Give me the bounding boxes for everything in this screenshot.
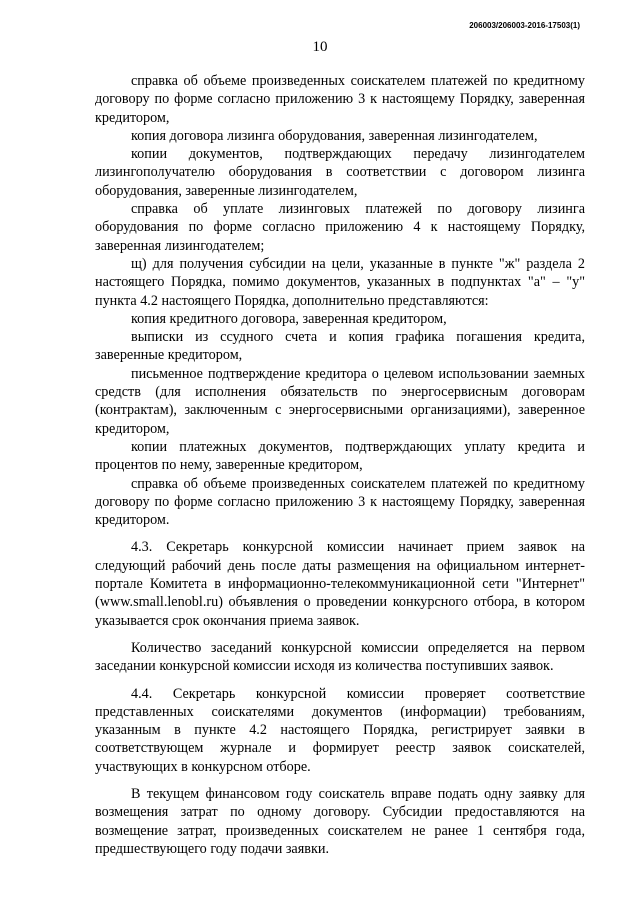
page-number: 10 [312, 39, 328, 55]
document-id: 206003/206003-2016-17503(1) [469, 21, 580, 30]
paragraph-commission-meetings: Количество заседаний конкурсной комиссии определяется на первом заседании конкурсной комиссии исходя из количества поступивших заявок. [95, 639, 585, 675]
paragraph-clause-4-3: 4.3. Секретарь конкурсной комиссии начинает прием заявок на следующий рабочий день после даты размещения на официальном интернет-портале Комитета в информационно-телекоммуникационной сети "Интернет" (www.small.lenobl.ru) объявления о проведении конкурсного отбора, в котором указывается срок окончания приема заявок. [95, 539, 585, 629]
paragraph-creditor-confirmation: письменное подтверждение кредитора о целевом использовании заемных средств (для исполнения обязательств по энергосервисным договорам (контрактам), заключенным с энергосервисными организациями), заверенное кредитором, [95, 365, 585, 437]
paragraph-equipment-transfer-documents: копии документов, подтверждающих передачу лизингодателем лизингополучателю оборудования в соответствии с договором лизинга оборудования, заверенные лизингодателем, [95, 146, 585, 199]
paragraph-clause-4-4: 4.4. Секретарь конкурсной комиссии проверяет соответствие представленных соискателями документов (информации) требованиям, указанным в пункте 4.2 настоящего Порядка, регистрирует заявки в соответствующем журнале и формирует реестр заявок соискателей, участвующих в конкурсном отборе. [95, 685, 585, 775]
paragraph-loan-account-statements: выписки из ссудного счета и копия графика погашения кредита, заверенные кредитором, [95, 329, 585, 364]
paragraph-leasing-contract-copy: копия договора лизинга оборудования, заверенная лизингодателем, [131, 127, 538, 144]
paragraph-one-application-rule: В текущем финансовом году соискатель вправе подать одну заявку для возмещения затрат по одному договору. Субсидии предоставляются на возмещение затрат, произведенных соискателем не ранее 1 сентября года, предшествующего году подачи заявки. [95, 785, 585, 857]
paragraph-credit-contract-copy: копия кредитного договора, заверенная кредитором, [131, 310, 447, 327]
paragraph-subitem-shch: щ) для получения субсидии на цели, указанные в пункте "ж" раздела 2 настоящего Порядка, помимо документов, указанных в подпунктах "а" – "у" пункта 4.2 настоящего Порядка, дополнительно представляются: [95, 255, 585, 309]
document-body [95, 72, 585, 858]
paragraph-credit-payments-statement-2: справка об объеме произведенных соискателем платежей по кредитному договору по форме согласно приложению 3 к настоящему Порядку, заверенная кредитором. [95, 475, 585, 529]
paragraph-payment-documents: копии платежных документов, подтверждающих уплату кредита и процентов по нему, заверенные кредитором, [95, 438, 585, 474]
paragraph-leasing-payments-statement: справка об уплате лизинговых платежей по договору лизинга оборудования по форме согласно приложению 4 к настоящему Порядку, заверенная лизингодателем; [95, 201, 585, 254]
paragraph-credit-payments-statement: справка об объеме произведенных соискателем платежей по кредитному договору по форме согласно приложению 3 к настоящему Порядку, заверенная кредитором, [95, 73, 585, 126]
